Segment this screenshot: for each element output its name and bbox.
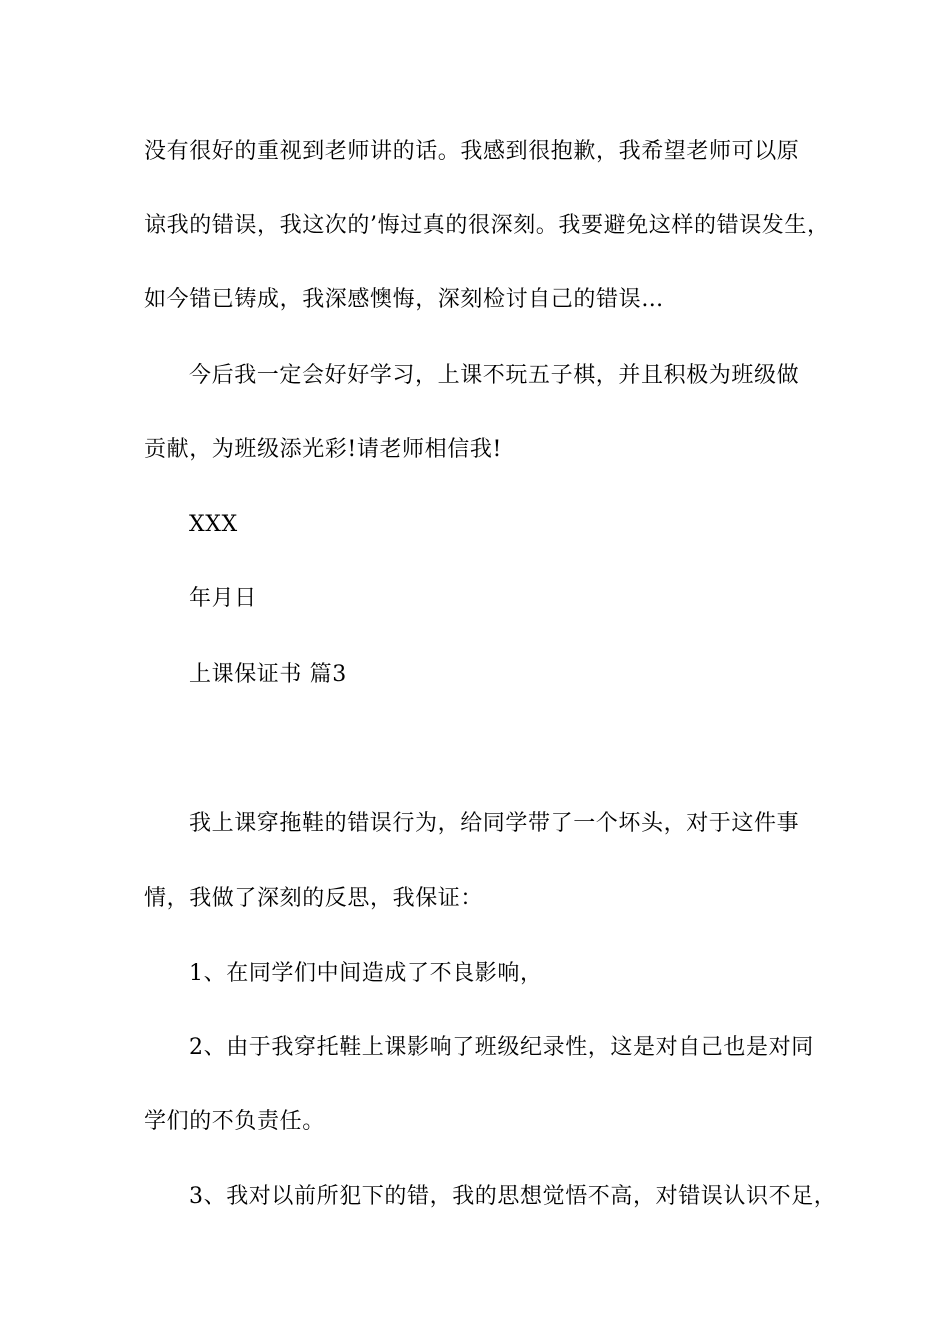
paragraph-line-1: 没有很好的重视到老师讲的话。我感到很抱歉，我希望老师可以原 [144, 139, 800, 164]
paragraph-line-6: 我上课穿拖鞋的错误行为，给同学带了一个坏头，对于这件事 [189, 811, 800, 836]
paragraph-line-5: 贡献，为班级添光彩!请老师相信我! [144, 437, 502, 462]
paragraph-line-4: 今后我一定会好好学习，上课不玩五子棋，并且积极为班级做 [189, 363, 800, 388]
list-item-1: 1、在同学们中间造成了不良影响， [189, 961, 543, 986]
list-item-2-continued: 学们的不负责任。 [144, 1109, 325, 1134]
paragraph-line-7: 情，我做了深刻的反思，我保证： [144, 886, 484, 911]
list-item-3: 3、我对以前所犯下的错，我的思想觉悟不高，对错误认识不足， [189, 1184, 837, 1209]
section-title: 上课保证书 篇3 [189, 662, 347, 687]
paragraph-line-3: 如今错已铸成，我深感懊悔，深刻检讨自己的错误… [144, 287, 664, 312]
paragraph-line-2: 谅我的错误，我这次的’悔过真的很深刻。我要避免这样的错误发生， [144, 213, 830, 238]
list-item-2: 2、由于我穿托鞋上课影响了班级纪录性，这是对自己也是对同 [189, 1035, 814, 1060]
signature-name: XXX [189, 512, 238, 537]
signature-date: 年月日 [189, 586, 257, 611]
